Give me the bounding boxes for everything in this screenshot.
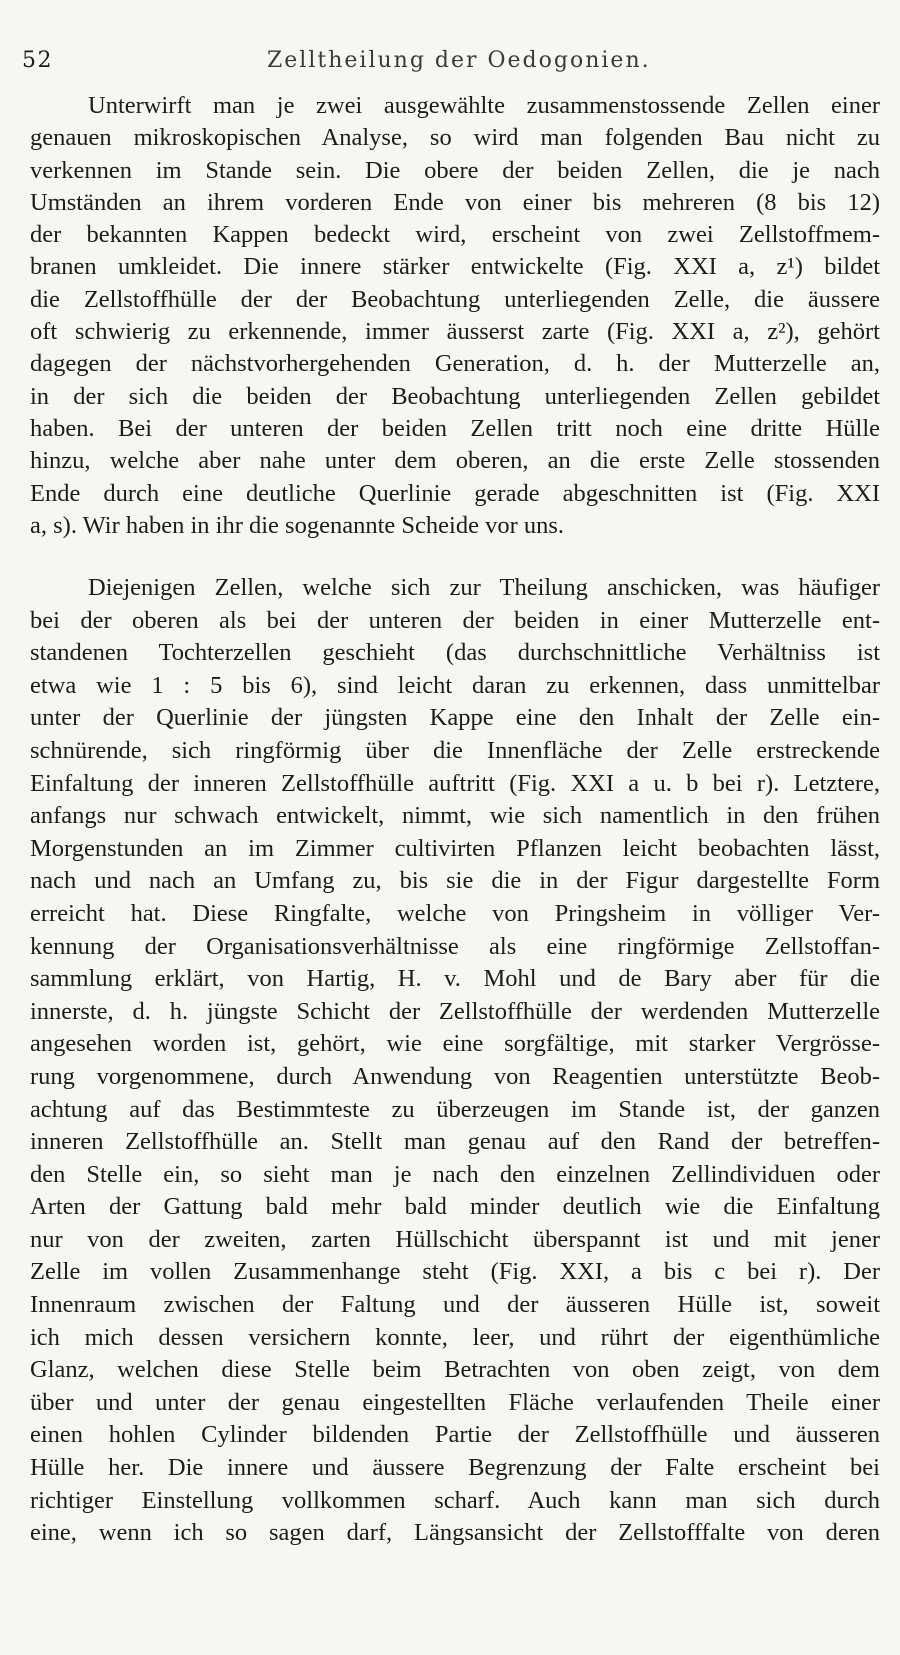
text-line: über und unter der genau eingestellten Fläche verlaufenden Theile einer <box>30 1388 880 1416</box>
text-line: einen hohlen Cylinder bildenden Partie der Zellstoffhülle und äusseren <box>30 1421 880 1449</box>
text-line: ich mich dessen versichern konnte, leer, und rührt der eigenthümliche <box>30 1323 880 1351</box>
text-line: dagegen der nächstvorhergehenden Generation, d. h. der Mutterzelle an, <box>30 350 880 378</box>
text-line: standenen Tochterzellen geschieht (das durchschnittliche Verhältniss ist <box>30 639 880 667</box>
text-line: Morgenstunden an im Zimmer cultivirten Pflanzen leicht beobachten lässt, <box>30 834 880 862</box>
text-line: Zelle im vollen Zusammenhange steht (Fig. XXI, a bis c bei r). Der <box>30 1258 880 1286</box>
text-line: die Zellstoffhülle der der Beobachtung unterliegenden Zelle, die äussere <box>30 285 880 313</box>
running-title: Zelltheilung der Oedogonien. <box>267 48 651 73</box>
text-line: achtung auf das Bestimmteste zu überzeugen im Stande ist, der ganzen <box>30 1095 880 1123</box>
text-line: angesehen worden ist, gehört, wie eine sorgfältige, mit starker Vergrösse- <box>30 1030 880 1058</box>
text-line: a, s). Wir haben in ihr die sogenannte Scheide vor uns. <box>30 511 565 539</box>
text-line: haben. Bei der unteren der beiden Zellen tritt noch eine dritte Hülle <box>30 414 880 442</box>
text-line: schnürende, sich ringförmig über die Innenfläche der Zelle erstreckende <box>30 736 880 764</box>
text-line: Einfaltung der inneren Zellstoffhülle auftritt (Fig. XXI a u. b bei r). Letztere, <box>30 769 880 797</box>
text-line: nach und nach an Umfang zu, bis sie die in der Figur dargestellte Form <box>30 867 880 895</box>
text-line: genauen mikroskopischen Analyse, so wird man folgenden Bau nicht zu <box>30 124 880 152</box>
text-line: Arten der Gattung bald mehr bald minder deutlich wie die Einfaltung <box>30 1193 880 1221</box>
text-line: Hülle her. Die innere und äussere Begrenzung der Falte erscheint bei <box>30 1454 880 1482</box>
text-line: kennung der Organisationsverhältnisse als eine ringförmige Zellstoffan- <box>30 932 880 960</box>
text-line: sammlung erklärt, von Hartig, H. v. Mohl und de Bary aber für die <box>30 965 880 993</box>
page-number: 52 <box>22 48 53 73</box>
text-line: Unterwirft man je zwei ausgewählte zusammenstossende Zellen einer <box>88 92 880 119</box>
text-line: in der sich die beiden der Beobachtung unterliegenden Zellen gebildet <box>30 382 880 410</box>
text-line: inneren Zellstoffhülle an. Stellt man genau auf den Rand der betreffen- <box>30 1128 880 1156</box>
text-line: etwa wie 1 : 5 bis 6), sind leicht daran zu erkennen, dass unmittelbar <box>30 671 880 699</box>
text-line: verkennen im Stande sein. Die obere der beiden Zellen, die je nach <box>30 156 880 184</box>
text-line: rung vorgenommene, durch Anwendung von Reagentien unterstützte Beob- <box>30 1062 880 1090</box>
text-line: eine, wenn ich so sagen darf, Längsansicht der Zellstofffalte von deren <box>30 1519 880 1547</box>
text-line: Umständen an ihrem vorderen Ende von einer bis mehreren (8 bis 12) <box>30 188 880 216</box>
text-line: anfangs nur schwach entwickelt, nimmt, wie sich namentlich in den frühen <box>30 802 880 830</box>
paragraph-1 <box>30 90 880 542</box>
text-line: richtiger Einstellung vollkommen scharf. Auch kann man sich durch <box>30 1486 880 1514</box>
text-line: hinzu, welche aber nahe unter dem oberen, an die erste Zelle stossenden <box>30 447 880 475</box>
text-line: oft schwierig zu erkennende, immer äusserst zarte (Fig. XXI a, z²), gehört <box>30 318 880 346</box>
text-line: unter der Querlinie der jüngsten Kappe eine den Inhalt der Zelle ein- <box>30 704 880 732</box>
text-line: der bekannten Kappen bedeckt wird, erscheint von zwei Zellstoffmem- <box>30 221 880 249</box>
text-line: Innenraum zwischen der Faltung und der äusseren Hülle ist, soweit <box>30 1291 880 1319</box>
text-line: branen umkleidet. Die innere stärker entwickelte (Fig. XXI a, z¹) bildet <box>30 253 880 281</box>
text-line: erreicht hat. Diese Ringfalte, welche von Pringsheim in völliger Ver- <box>30 899 880 927</box>
text-line: Diejenigen Zellen, welche sich zur Theilung anschicken, was häufiger <box>88 574 880 601</box>
page-header <box>22 48 860 80</box>
text-line: innerste, d. h. jüngste Schicht der Zellstoffhülle der werdenden Mutterzelle <box>30 997 880 1025</box>
text-line: bei der oberen als bei der unteren der beiden in einer Mutterzelle ent- <box>30 606 880 634</box>
text-line: nur von der zweiten, zarten Hüllschicht überspannt ist und mit jener <box>30 1225 880 1253</box>
text-line: Ende durch eine deutliche Querlinie gerade abgeschnitten ist (Fig. XXI <box>30 479 880 507</box>
paragraph-2 <box>30 572 880 1550</box>
text-line: Glanz, welchen diese Stelle beim Betrachten von oben zeigt, von dem <box>30 1356 880 1384</box>
text-line: den Stelle ein, so sieht man je nach den einzelnen Zellindividuen oder <box>30 1160 880 1188</box>
